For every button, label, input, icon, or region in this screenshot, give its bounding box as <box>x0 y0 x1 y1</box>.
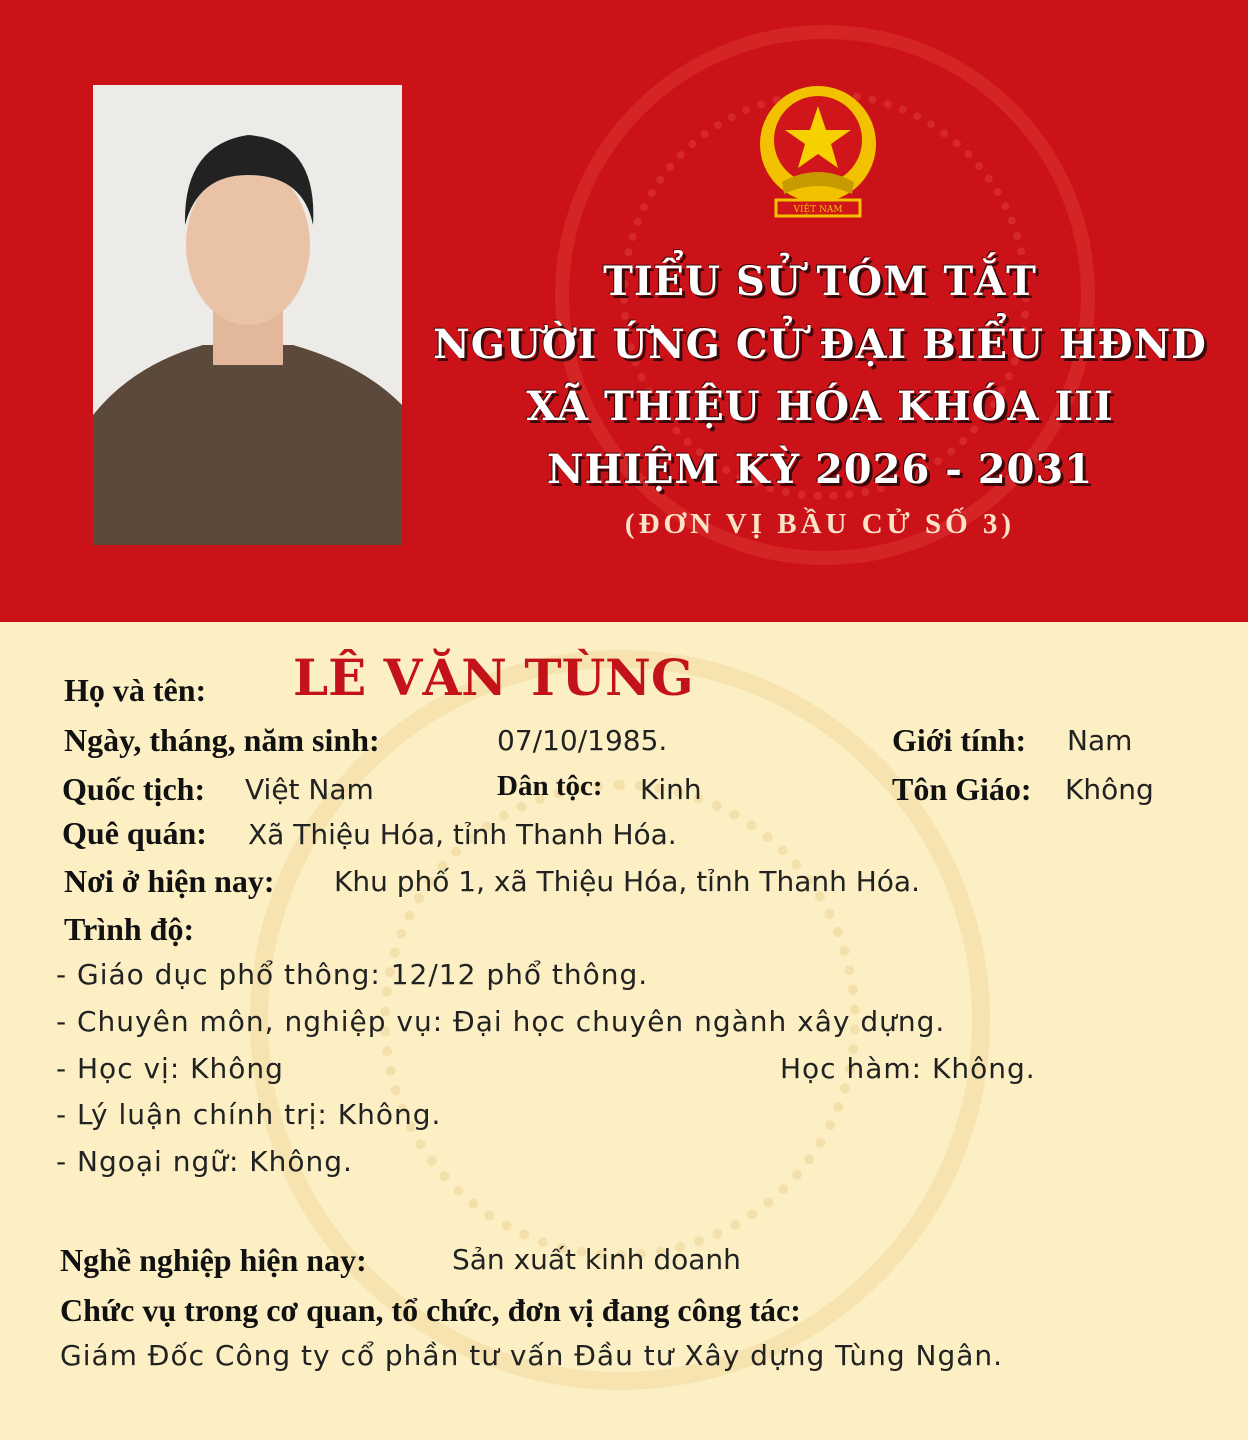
candidate-name: LÊ VĂN TÙNG <box>293 648 694 707</box>
dob-label: Ngày, tháng, năm sinh: <box>64 722 380 758</box>
title-line-4: NHIỆM KỲ 2026 - 2031 <box>546 446 1094 493</box>
hometown-label: Quê quán: <box>62 815 207 851</box>
national-emblem <box>742 82 894 232</box>
hometown-value: Xã Thiệu Hóa, tỉnh Thanh Hóa. <box>248 818 677 851</box>
residence-label: Nơi ở hiện nay: <box>64 863 275 899</box>
dob-row <box>64 722 380 759</box>
gender-label: Giới tính: <box>892 722 1027 758</box>
residence-value: Khu phố 1, xã Thiệu Hóa, tỉnh Thanh Hóa. <box>334 865 920 898</box>
ethnicity-value: Kinh <box>640 773 702 806</box>
education-political: - Lý luận chính trị: Không. <box>56 1098 442 1131</box>
title-line-3: XÃ THIỆU HÓA KHÓA III <box>526 383 1114 430</box>
title-line-1: TIỂU SỬ TÓM TẮT <box>603 258 1037 305</box>
electoral-unit: (ĐƠN VỊ BẦU CỬ SỐ 3) <box>624 508 1016 540</box>
education-degree: - Học vị: Không <box>56 1052 284 1085</box>
nationality-value: Việt Nam <box>245 773 374 806</box>
religion-label: Tôn Giáo: <box>892 771 1032 807</box>
occupation-label: Nghề nghiệp hiện nay: <box>60 1242 367 1278</box>
title-line-2: NGƯỜI ỨNG CỬ ĐẠI BIỂU HĐND <box>433 321 1207 368</box>
occupation-value: Sản xuất kinh doanh <box>452 1243 741 1276</box>
education-professional: - Chuyên môn, nghiệp vụ: Đại học chuyên ngành xây dựng. <box>56 1005 946 1038</box>
candidate-photo <box>93 85 402 545</box>
name-label: Họ và tên: <box>64 672 207 708</box>
ethnicity-label: Dân tộc: <box>497 770 603 802</box>
dob-value: 07/10/1985. <box>497 724 668 757</box>
position-label: Chức vụ trong cơ quan, tổ chức, đơn vị đang công tác: <box>60 1292 801 1328</box>
education-language: - Ngoại ngữ: Không. <box>56 1145 353 1178</box>
position-value: Giám Đốc Công ty cổ phần tư vấn Đầu tư Xây dựng Tùng Ngân. <box>60 1339 1004 1372</box>
gender-value: Nam <box>1067 724 1133 757</box>
emblem-text: VIỆT NAM <box>793 205 843 215</box>
header-banner <box>0 0 1248 622</box>
academic-title: Học hàm: Không. <box>780 1052 1036 1085</box>
education-label: Trình độ: <box>64 911 195 947</box>
nationality-label: Quốc tịch: <box>62 771 206 807</box>
religion-value: Không <box>1065 773 1154 806</box>
education-general: - Giáo dục phổ thông: 12/12 phổ thông. <box>56 958 649 991</box>
name-row <box>64 672 206 709</box>
